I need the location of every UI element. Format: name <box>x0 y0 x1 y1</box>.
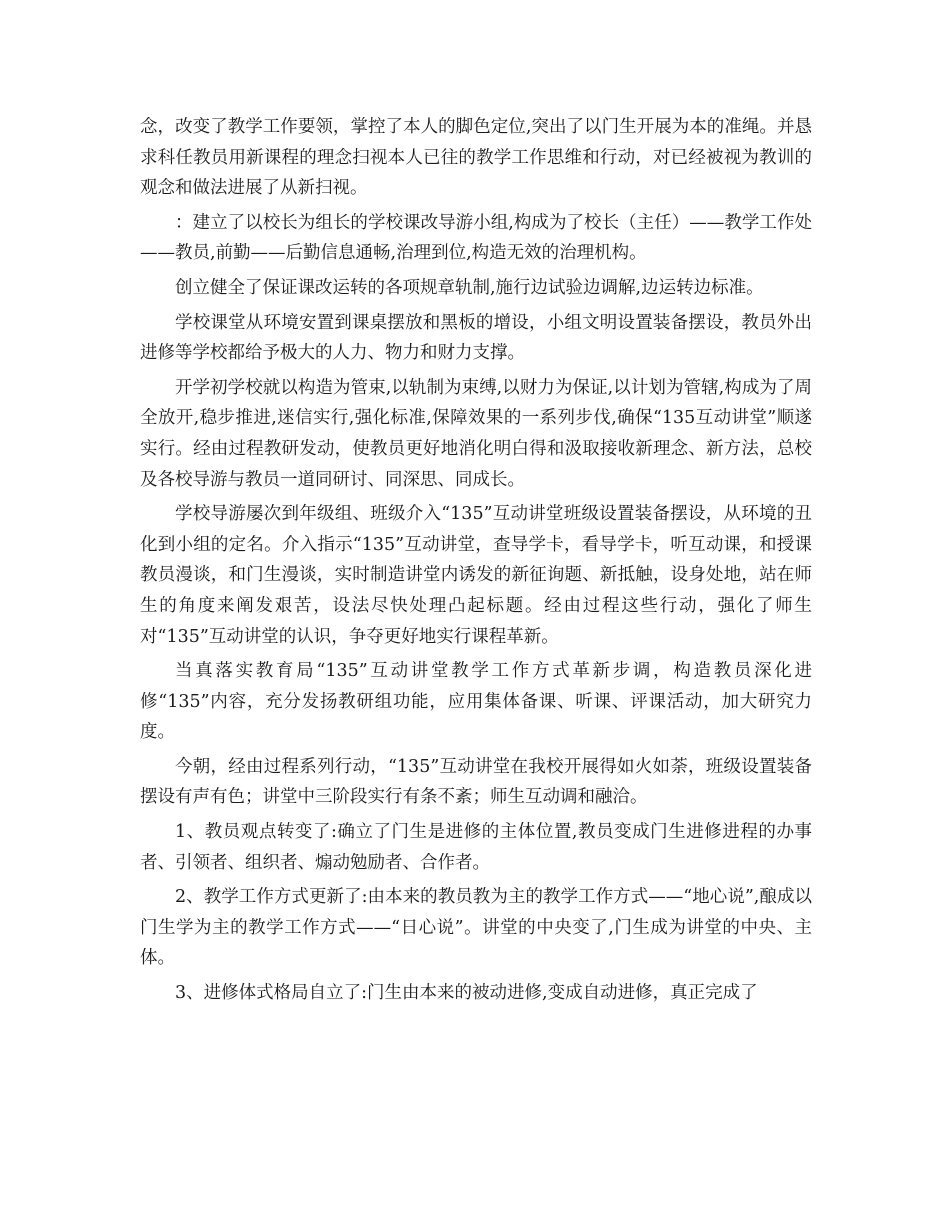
paragraph-2: ：建立了以校长为组长的学校课改导游小组,构成为了校长（主任）——教学工作处——教员,前勤——后勤信息通畅,治理到位,构造无效的治理机构。 <box>140 212 812 264</box>
paragraph-6: 学校导游屡次到年级组、班级介入“135”互动讲堂班级设置装备摆设，从环境的丑化到小组的定名。介入指示“135”互动讲堂，查导学卡，看导学卡，听互动课，和授课教员漫谈，和门生漫谈，实时制造讲堂内诱发的新征询题、新抵触，设身处地，站在师生的角度来阐发艰苦，设法尽快处理凸起标题。经由过程这些行动，强化了师生对“135”互动讲堂的认识，争夺更好地实行课程革新。 <box>140 504 812 647</box>
paragraph-3: 创立健全了保证课改运转的各项规章轨制,施行边试验边调解,边运转边标准。 <box>175 277 764 298</box>
paragraph-9: 1、教员观点转变了:确立了门生是进修的主体位置,教员变成门生进修进程的办事者、引领者、组织者、煽动勉励者、合作者。 <box>140 822 812 873</box>
paragraph-11: 3、进修体式格局自立了:门生由本来的被动进修,变成自动进修，真正完成了 <box>175 983 758 1004</box>
paragraph-7: 当真落实教育局“135”互动讲堂教学工作方式革新步调，构造教员深化进修“135”内容，充分发扬教研组功能，应用集体备课、听课、评课活动，加大研究力度。 <box>140 661 812 743</box>
paragraph-10: 2、教学工作方式更新了:由本来的教员教为主的教学工作方式——“地心说”,酿成以门生学为主的教学工作方式——“日心说”。讲堂的中央变了,门生成为讲堂的中央、主体。 <box>140 887 812 969</box>
paragraph-4: 学校课堂从环境安置到课桌摆放和黑板的增设，小组文明设置装备摆设，教员外出进修等学校都给予极大的人力、物力和财力支撑。 <box>140 312 812 364</box>
document-body <box>140 112 812 1013</box>
paragraph-1: 念，改变了教学工作要领，掌控了本人的脚色定位,突出了以门生开展为本的准绳。并恳求科任教员用新课程的理念扫视本人已往的教学工作思维和行动，对已经被视为教训的观念和做法进展了从新扫视。 <box>140 117 812 199</box>
paragraph-5: 开学初学校就以构造为管束,以轨制为束缚,以财力为保证,以计划为管辖,构成为了周全放开,稳步推进,迷信实行,强化标准,保障效果的一系列步伐,确保“135互动讲堂”顺遂实行。经由过程教研发动，使教员更好地消化明白得和汲取接收新理念、新方法，总校及各校导游与教员一道同研讨、同深思、同成长。 <box>140 377 812 490</box>
paragraph-8: 今朝，经由过程系列行动，“135”互动讲堂在我校开展得如火如荼，班级设置装备摆设有声有色；讲堂中三阶段实行有条不紊；师生互动调和融洽。 <box>140 756 812 808</box>
